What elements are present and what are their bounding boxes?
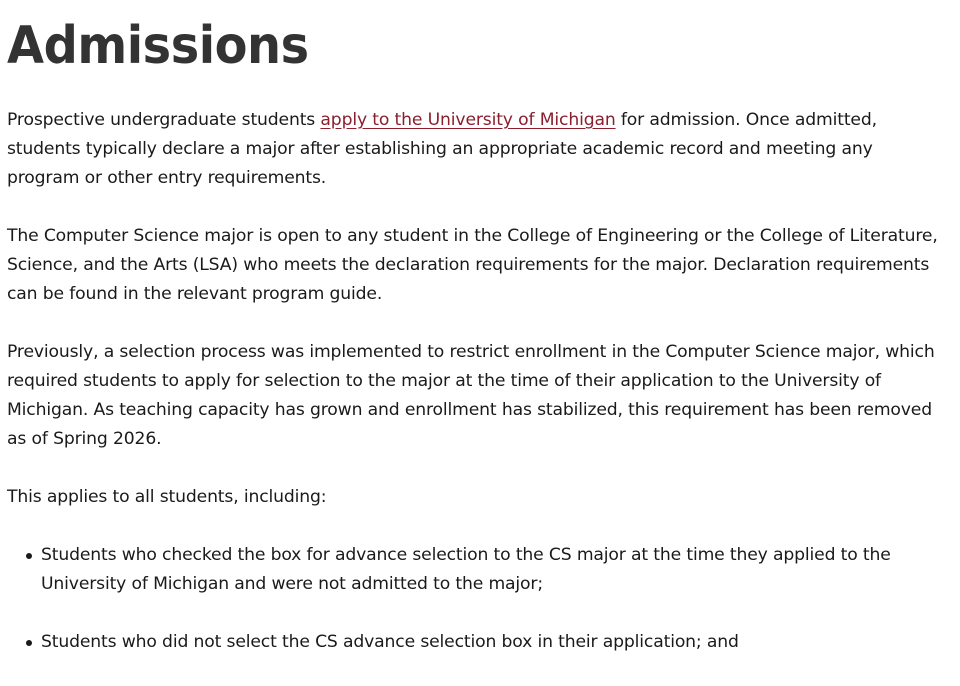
intro-text-before-link: Prospective undergraduate students [7,110,321,130]
list-item [41,541,947,599]
page-title: Admissions [7,16,309,76]
bullet-dot-icon [26,553,32,559]
list-item-text: Students who did not select the CS advance selection box in their application; and [41,632,739,652]
cs-major-paragraph: The Computer Science major is open to any student in the College of Engineering or the College of Literature, Science, and the Arts (LSA) who meets the declaration requirements for the major. Declaration requirements can be found in the relevant program guide. [7,226,938,304]
intro-paragraph [7,106,947,193]
selection-process-paragraph: Previously, a selection process was implemented to restrict enrollment in the Computer Science major, which required students to apply for selection to the major at the time of their application to the University of Michigan. As teaching capacity has grown and enrollment has stabilized, this requirement has been removed as of Spring 2026. [7,342,935,449]
applies-to-paragraph: This applies to all students, including: [7,487,327,507]
students-bullet-list [7,541,947,657]
intro-text-after-link: for admission. Once admitted, students typically declare a major after establishing an appropriate academic record and meeting any program or other entry requirements. [7,110,877,188]
bullet-dot-icon [26,640,32,646]
list-item-text: Students who checked the box for advance selection to the CS major at the time they applied to the University of Michigan and were not admitted to the major; [41,545,891,594]
apply-link[interactable]: apply to the University of Michigan [320,110,616,130]
list-item [41,628,947,657]
main-content [7,0,947,686]
